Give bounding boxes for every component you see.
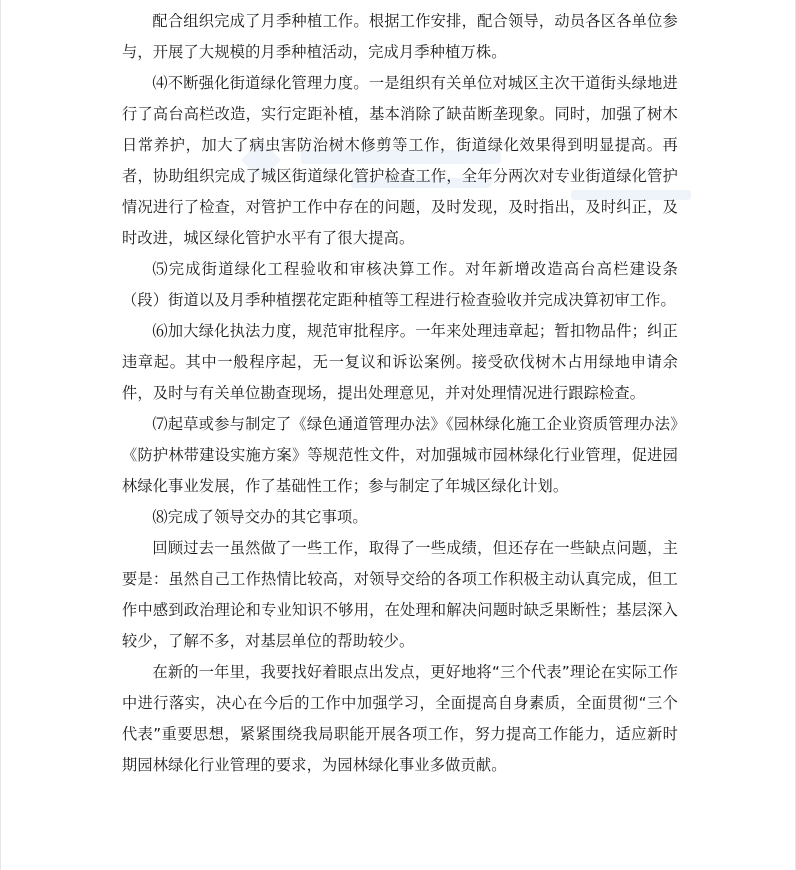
paragraph: ⑺起草或参与制定了《绿色通道管理办法》《园林绿化施工企业资质管理办法》《防护林带建设实施方案》等规范性文件，对加强城市园林绿化行业管理，促进园林绿化事业发展，作了基础性工作；参与制定了年城区绿化计划。	[122, 415, 678, 495]
paragraph: 在新的一年里，我要找好着眼点出发点，更好地将“三个代表”理论在实际工作中进行落实，决心在今后的工作中加强学习，全面提高自身素质，全面贯彻“三个代表”重要思想，紧紧围绕我局职能开展各项工作，努力提高工作能力，适应新时期园林绿化行业管理的要求，为园林绿化事业多做贡献。	[122, 663, 678, 774]
paragraph: ⑻完成了领导交办的其它事项。	[152, 508, 368, 526]
paragraph: ⑹加大绿化执法力度，规范审批程序。一年来处理违章起；暂扣物品件；纠正违章起。其中一般程序起，无一复议和诉讼案例。接受砍伐树木占用绿地申请余件，及时与有关单位勘查现场，提出处理意见，并对处理情况进行跟踪检查。	[122, 322, 678, 402]
paragraph: 配合组织完成了月季种植工作。根据工作安排，配合领导，动员各区各单位参与，开展了大规模的月季种植活动，完成月季种植万株。	[122, 12, 678, 61]
paragraph: ⑷不断强化街道绿化管理力度。一是组织有关单位对城区主次干道街头绿地进行了高台高栏改造，实行定距补植，基本消除了缺苗断垄现象。同时，加强了树木日常养护，加大了病虫害防治树木修剪等工作，街道绿化效果得到明显提高。再者，协助组织完成了城区街道绿化管护检查工作，全年分两次对专业街道绿化管护情况进行了检查，对管护工作中存在的问题，及时发现，及时指出，及时纠正，及时改进，城区绿化管护水平有了很大提高。	[122, 74, 678, 247]
paragraph: 回顾过去一虽然做了一些工作，取得了一些成绩，但还存在一些缺点问题，主要是：虽然自己工作热情比较高，对领导交给的各项工作积极主动认真完成，但工作中感到政治理论和专业知识不够用，在处理和解决问题时缺乏果断性；基层深入较少，了解不多，对基层单位的帮助较少。	[122, 539, 678, 650]
paragraph: ⑸完成街道绿化工程验收和审核决算工作。对年新增改造高台高栏建设条（段）街道以及月季种植摆花定距种植等工程进行检查验收并完成决算初审工作。	[122, 260, 678, 309]
document-body	[122, 6, 678, 781]
